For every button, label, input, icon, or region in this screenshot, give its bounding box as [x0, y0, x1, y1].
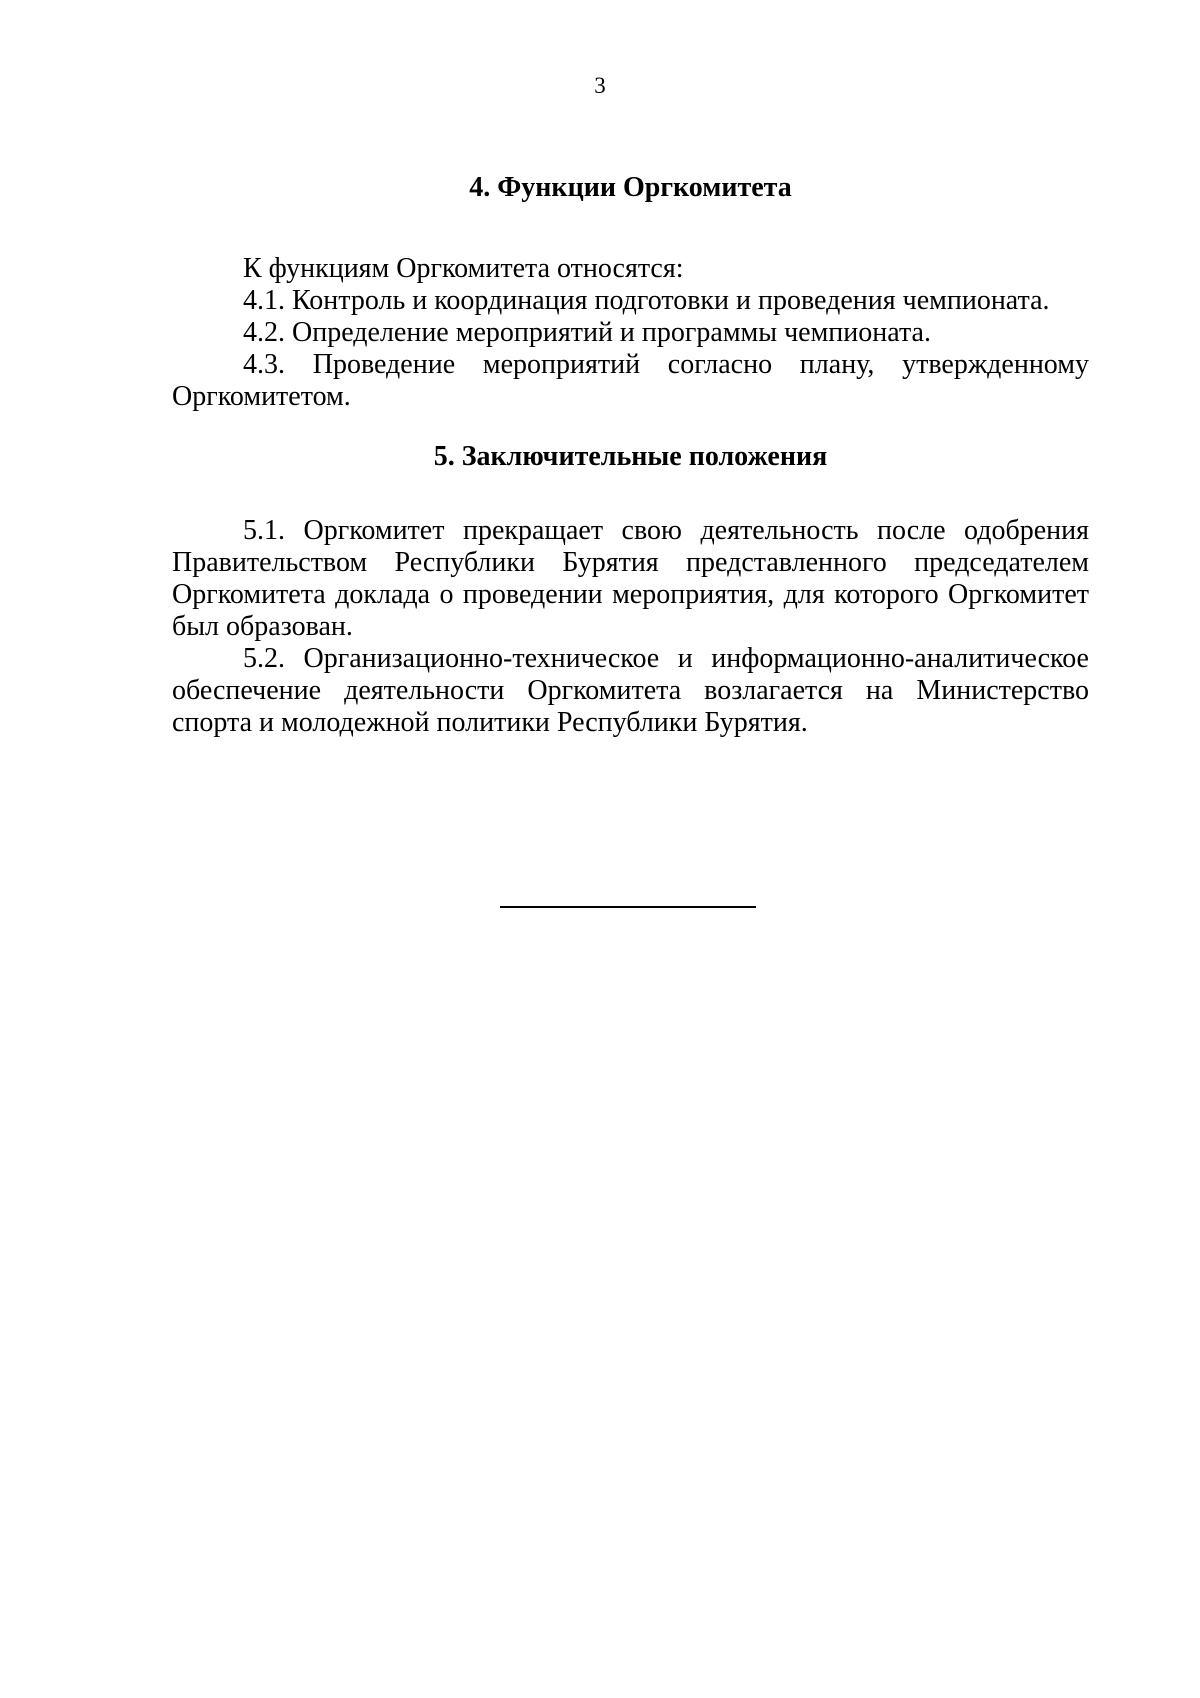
clause-5-1: 5.1. Оргкомитет прекращает свою деятельность после одобрения Правительством Республики Бурятия представленного председателем Оргкомитета доклада о проведении мероприятия, для которого Оргкомитет был образован.	[172, 515, 1089, 642]
end-of-document-rule	[500, 906, 756, 908]
section-4-heading: 4. Функции Оргкомитета	[469, 172, 792, 203]
clause-4-3: 4.3. Проведение мероприятий согласно плану, утвержденному Оргкомитетом.	[172, 349, 1089, 412]
section-5-heading: 5. Заключительные положения	[433, 441, 828, 472]
clause-4-1: 4.1. Контроль и координация подготовки и проведения чемпионата.	[243, 285, 1050, 316]
clause-5-2: 5.2. Организационно-техническое и информационно-аналитическое обеспечение деятельности Оргкомитета возлагается на Министерство спорта и молодежной политики Республики Бурятия.	[172, 643, 1089, 738]
document-body	[172, 170, 1089, 739]
clause-4-2: 4.2. Определение мероприятий и программы чемпионата.	[243, 317, 931, 348]
section-4-intro: К функциям Оргкомитета относятся:	[243, 253, 684, 284]
page-number: 3	[594, 73, 606, 98]
